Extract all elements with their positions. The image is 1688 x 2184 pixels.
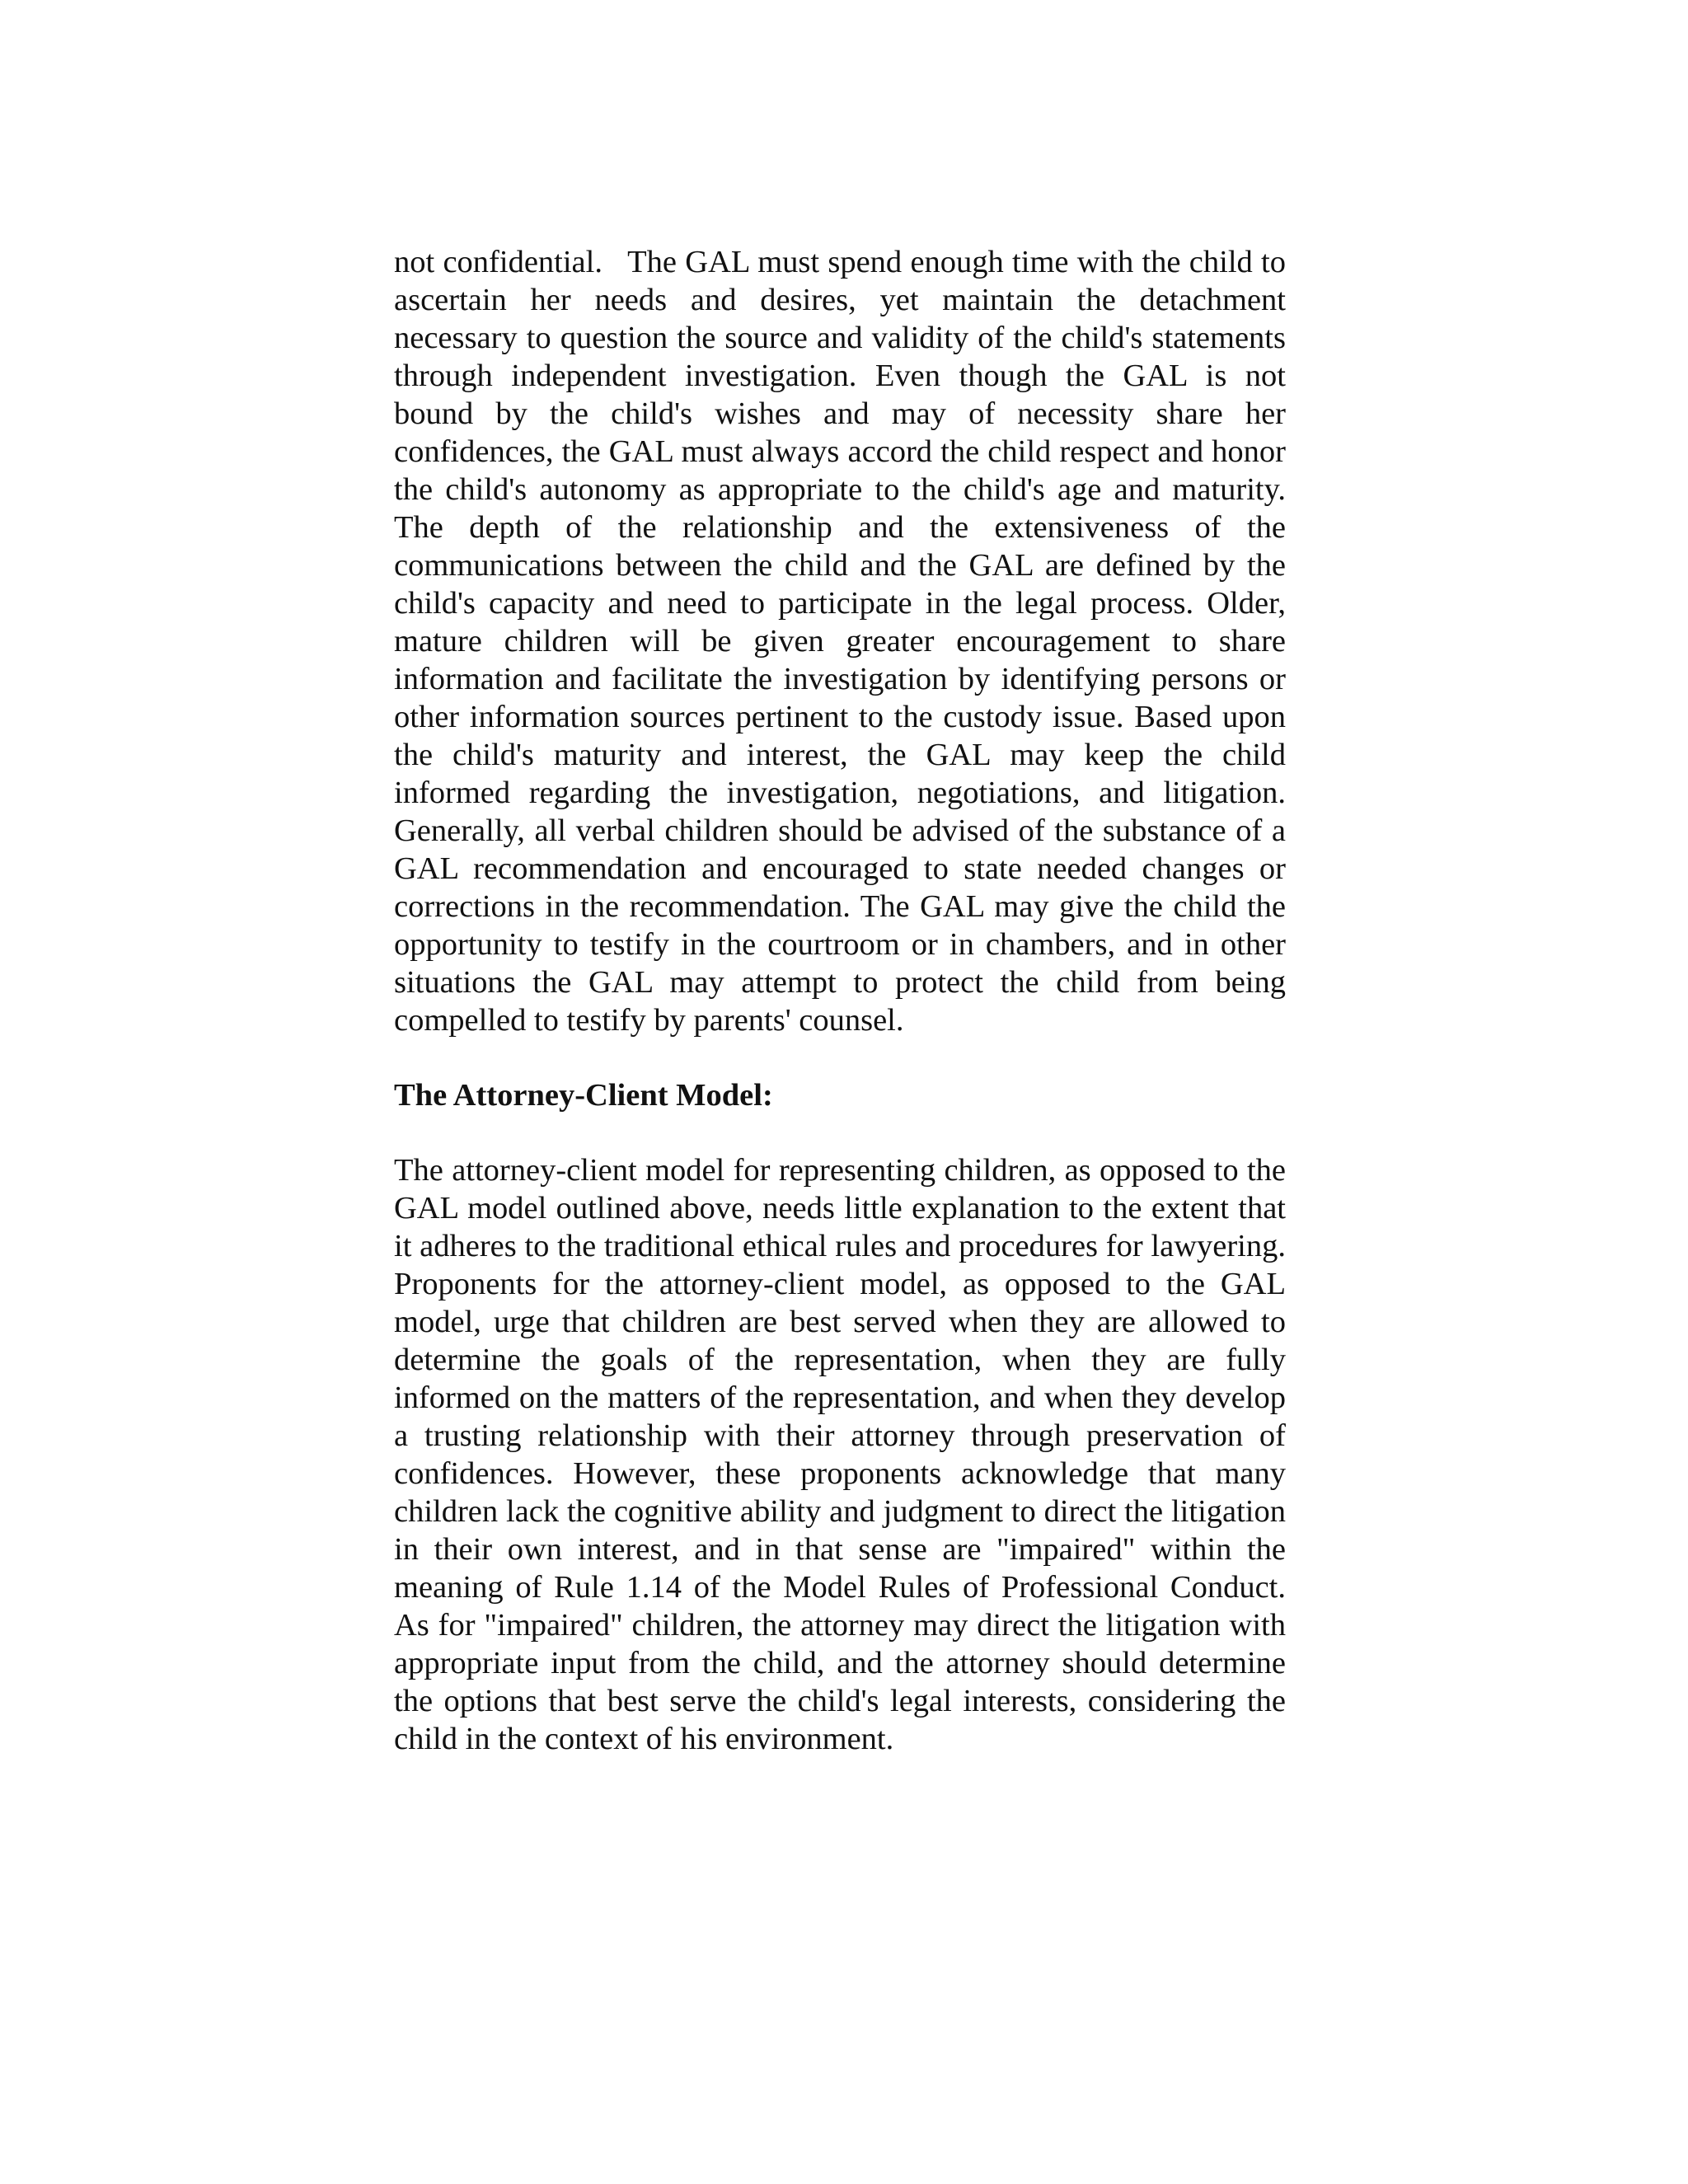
body-paragraph-gal: not confidential. The GAL must spend enough time with the child to ascertain her needs and desires, yet maintain the detachment necessary to question the source and validity of the child's statements through independent investigation. Even though the GAL is not bound by the child's wishes and may of necessity share her confidences, the GAL must always accord the child respect and honor the child's autonomy as appropriate to the child's age and maturity. The depth of the relationship and the extensiveness of the communications between the child and the GAL are defined by the child's capacity and need to participate in the legal process. Older, mature children will be given greater encouragement to share information and facilitate the investigation by identifying persons or other information sources pertinent to the custody issue. Based upon the child's maturity and interest, the GAL may keep the child informed regarding the investigation, negotiations, and litigation. Generally, all verbal children should be advised of the substance of a GAL recommendation and encouraged to state needed changes or corrections in the recommendation. The GAL may give the child the opportunity to testify in the courtroom or in chambers, and in other situations the GAL may attempt to protect the child from being compelled to testify by parents' counsel. [394,245,1294,1038]
section-heading: The Attorney-Client Model: [394,1078,773,1113]
body-paragraph-attorney-client: The attorney-client model for representing children, as opposed to the GAL model outlined above, needs little explanation to the extent that it adheres to the traditional ethical rules and procedures for lawyering. Proponents for the attorney-client model, as opposed to the GAL model, urge that children are best served when they are allowed to determine the goals of the representation, when they are fully informed on the matters of the representation, and when they develop a trusting relationship with their attorney through preservation of confidences. However, these proponents acknowledge that many children lack the cognitive ability and judgment to direct the litigation in their own interest, and in that sense are "impaired" within the meaning of Rule 1.14 of the Model Rules of Professional Conduct. As for "impaired" children, the attorney may direct the litigation with appropriate input from the child, and the attorney should determine the options that best serve the child's legal interests, considering the child in the context of his environment. [394,1153,1310,1756]
document-page [394,243,1310,1758]
